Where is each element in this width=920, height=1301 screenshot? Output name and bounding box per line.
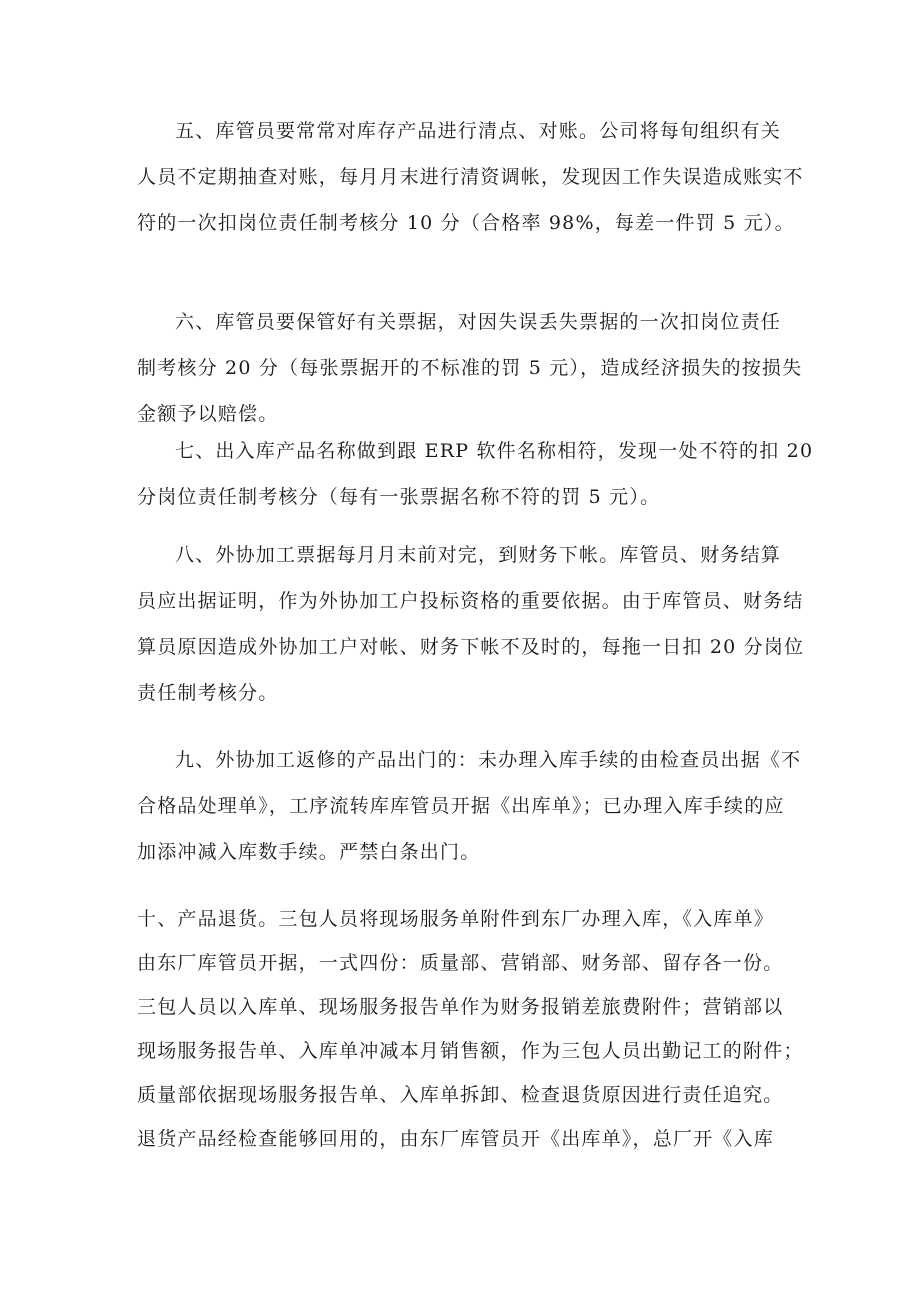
text-line: 七、出入库产品名称做到跟 ERP 软件名称相符，发现一处不符的扣 20 (175, 440, 814, 462)
text-line: 加添冲减入库数手续。严禁白条出门。 (137, 841, 481, 863)
text-line: 九、外协加工返修的产品出门的：未办理入库手续的由检查员出据《不 (175, 749, 802, 771)
text-line: 八、外协加工票据每月月末前对完，到财务下帐。库管员、财务结算 (175, 544, 782, 566)
text-line: 质量部依据现场服务报告单、入库单拆卸、检查退货原因进行责任追究。 (137, 1084, 784, 1106)
paragraph-7 (137, 428, 814, 520)
paragraph-10 (137, 897, 804, 1161)
text-line: 退货产品经检查能够回用的，由东厂库管员开《出库单》，总厂开《入库 (137, 1128, 774, 1150)
text-line: 责任制考核分。 (137, 682, 279, 704)
paragraph-6 (137, 299, 803, 437)
text-line: 六、库管员要保管好有关票据，对因失误丢失票据的一次扣岗位责任 (175, 311, 782, 333)
text-line: 员应出据证明，作为外协加工户投标资格的重要依据。由于库管员、财务结 (137, 590, 804, 612)
text-line: 金额予以赔偿。 (137, 403, 279, 425)
text-line: 算员原因造成外协加工户对帐、财务下帐不及时的，每拖一日扣 20 分岗位 (137, 636, 805, 658)
paragraph-5 (137, 108, 804, 246)
text-line: 由东厂库管员开据，一式四份：质量部、营销部、财务部、留存各一份。 (137, 952, 784, 974)
text-line: 制考核分 20 分（每张票据开的不标准的罚 5 元），造成经济损失的按损失 (137, 357, 803, 379)
text-line: 现场服务报告单、入库单冲减本月销售额，作为三包人员出勤记工的附件； (137, 1040, 804, 1062)
text-line: 人员不定期抽查对账，每月月末进行清资调帐，发现因工作失误造成账实不 (137, 166, 804, 188)
text-line: 五、库管员要常常对库存产品进行清点、对账。公司将每旬组织有关 (175, 120, 782, 142)
paragraph-9 (137, 737, 802, 875)
text-line: 十、产品退货。三包人员将现场服务单附件到东厂办理入库，《入库单》 (137, 908, 774, 930)
text-line: 合格品处理单》，工序流转库库管员开据《出库单》；已办理入库手续的应 (137, 795, 785, 817)
text-line: 分岗位责任制考核分（每有一张票据名称不符的罚 5 元）。 (137, 486, 661, 508)
text-line: 三包人员以入库单、现场服务报告单作为财务报销差旅费附件；营销部以 (137, 996, 784, 1018)
paragraph-8 (137, 532, 805, 716)
text-line: 符的一次扣岗位责任制考核分 10 分（合格率 98%，每差一件罚 5 元）。 (137, 212, 795, 234)
